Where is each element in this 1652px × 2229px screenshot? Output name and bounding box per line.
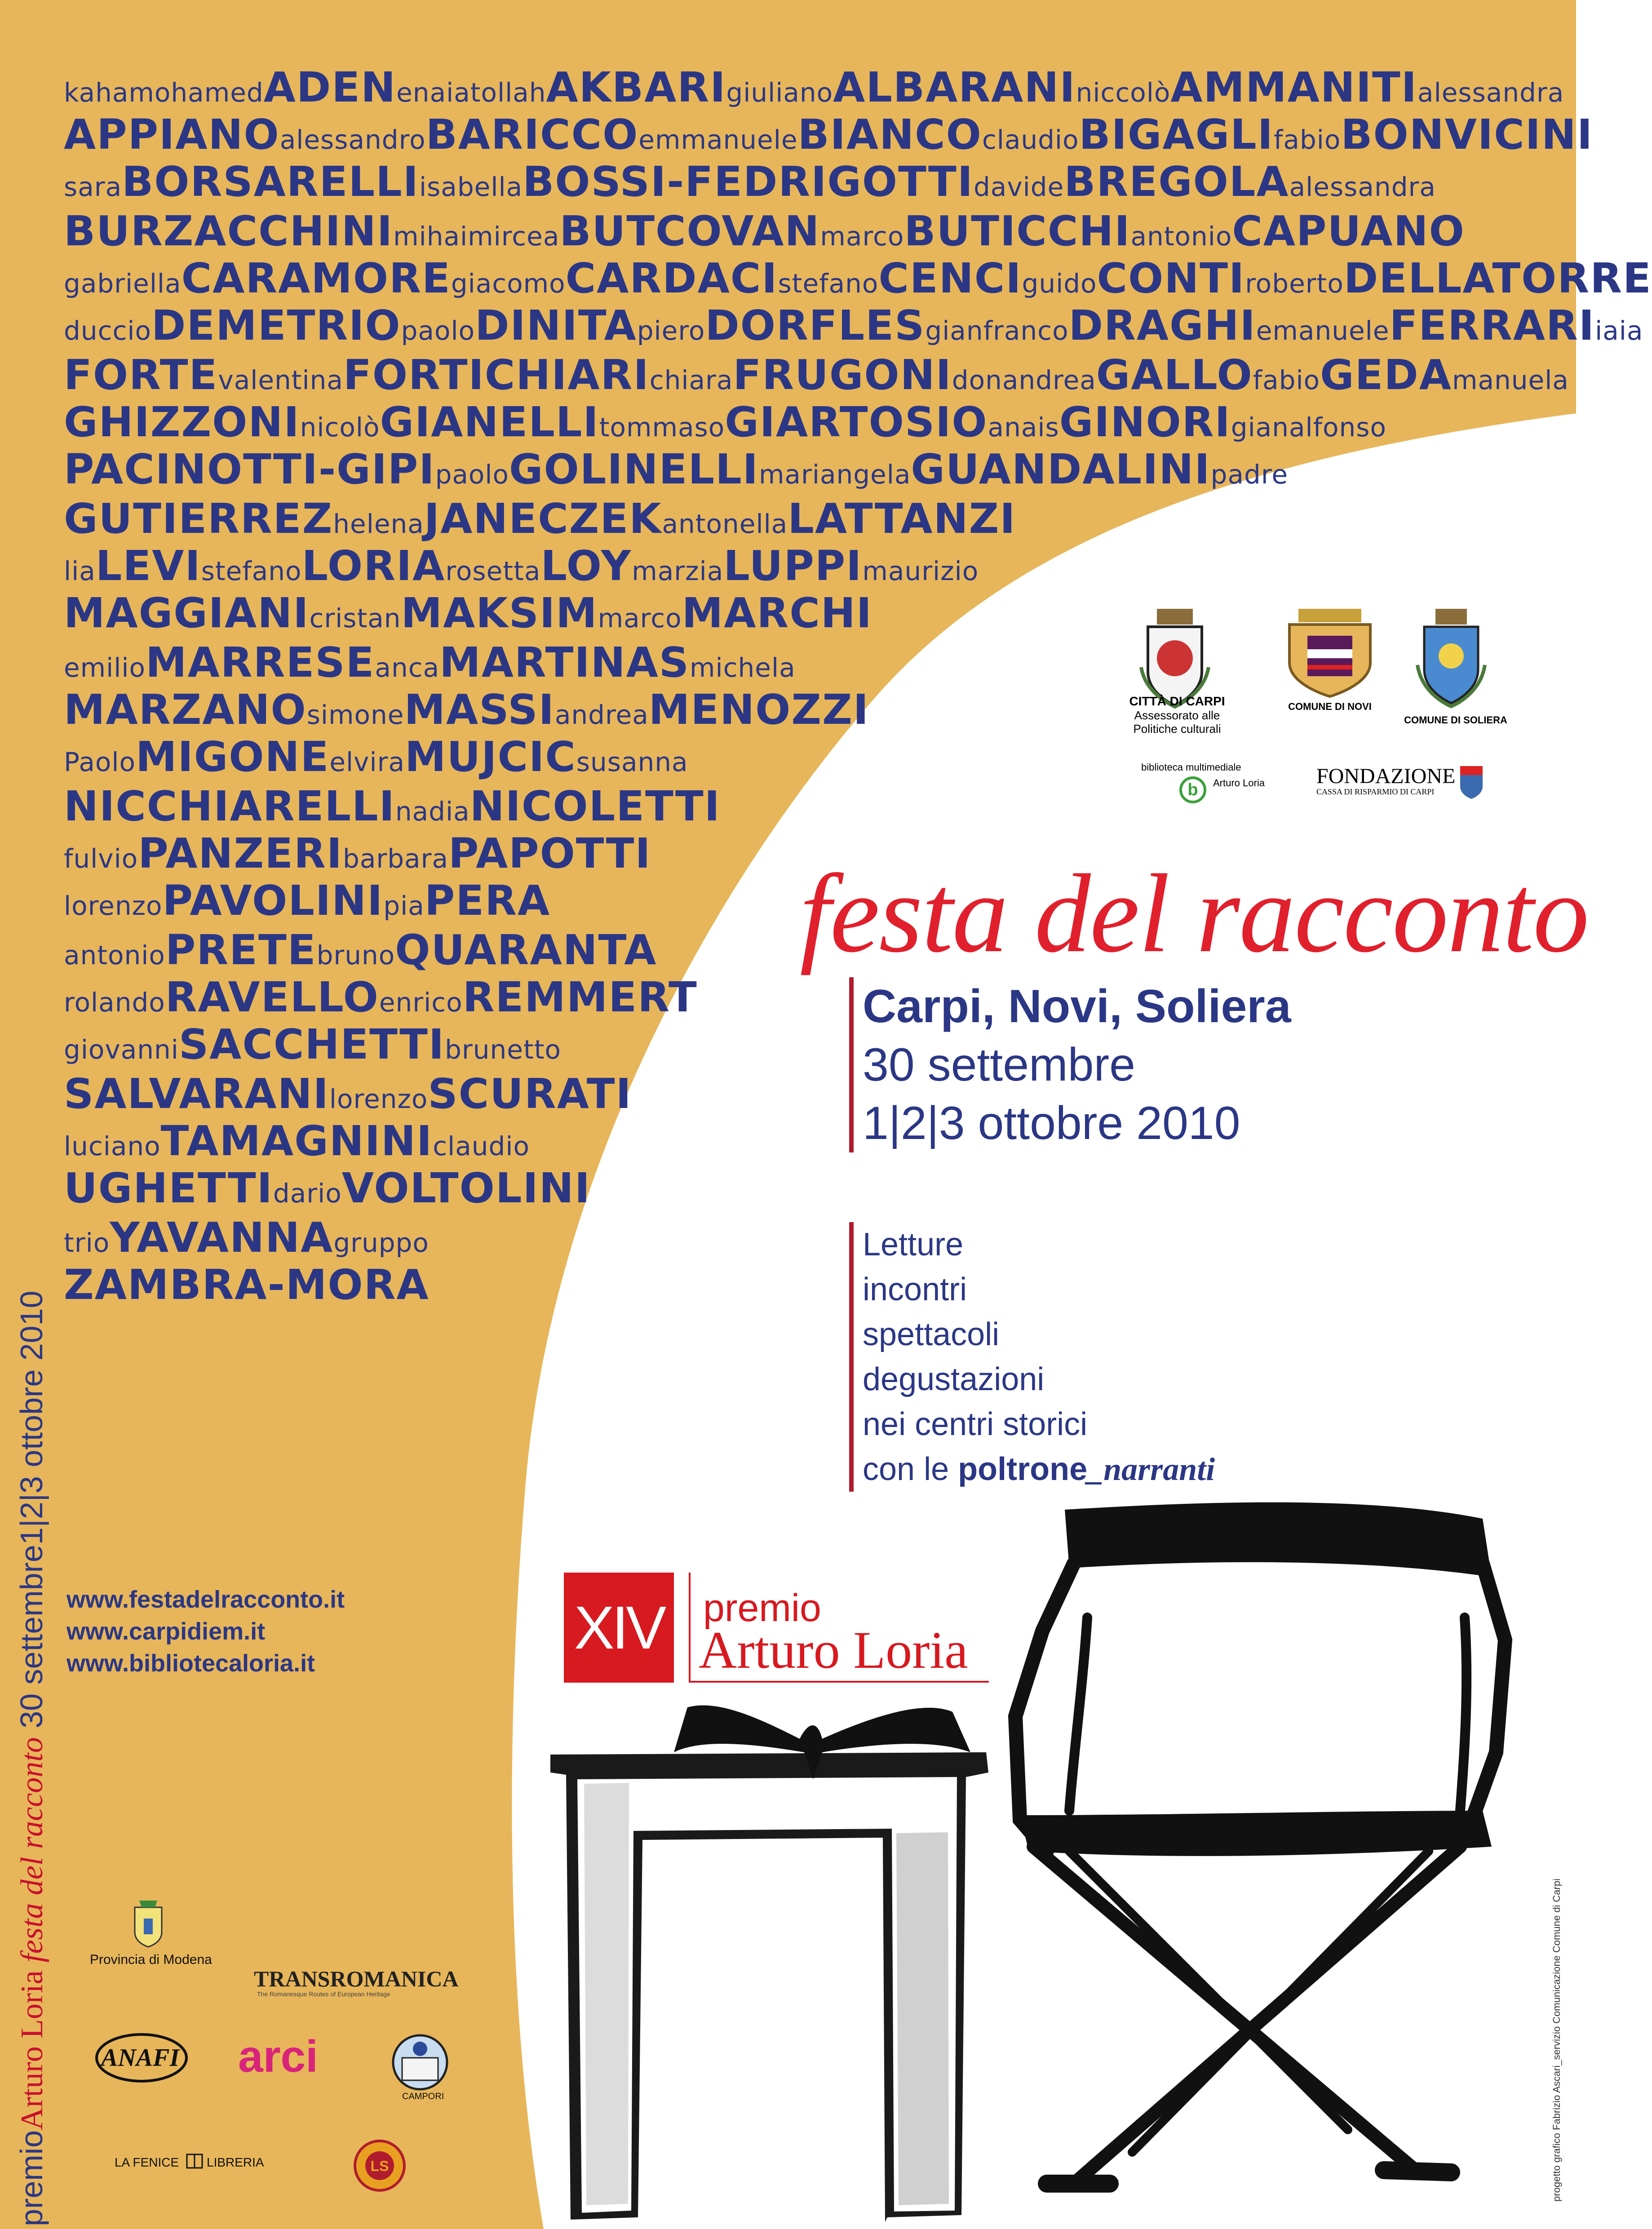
author-surname: DRAGHI (1068, 301, 1256, 350)
novi-crest-icon (1280, 604, 1379, 699)
author-surname: CARDACI (565, 254, 778, 302)
transromanica-label: TRANSROMANICA (254, 1966, 459, 1991)
author-firstname: alessandra (1289, 172, 1436, 202)
vertical-dates: 30 settembre1|2|3 ottobre 2010 (14, 1290, 49, 1737)
names-line (64, 638, 796, 687)
author-firstname: helena (333, 509, 424, 539)
festa-title: festa del racconto (800, 851, 1589, 976)
activity-last (863, 1447, 1215, 1492)
author-surname: GOLINELLI (509, 445, 759, 493)
author-surname: NICOLETTI (469, 782, 721, 830)
names-line (64, 876, 550, 926)
svg-text:LS: LS (370, 2158, 389, 2174)
author-firstname: mariangela (758, 459, 911, 490)
fondazione-crest-icon (1458, 764, 1485, 800)
author-surname: LOY (540, 542, 632, 590)
author-firstname: stefano (201, 556, 302, 586)
campori-label: CAMPORI (402, 2092, 444, 2101)
author-surname: BARICCO (425, 111, 639, 159)
author-surname: MARCHI (682, 589, 873, 637)
premio-arturo-loria: Arturo Loria (699, 1621, 968, 1680)
names-line (64, 829, 651, 878)
names-line (64, 1069, 632, 1119)
names-line (64, 157, 1436, 207)
author-surname: BORSARELLI (122, 158, 419, 206)
biblioteca-label1: biblioteca multimediale (1141, 762, 1241, 773)
biblioteca-label2: Arturo Loria (1213, 777, 1265, 789)
author-firstname: gianfranco (925, 315, 1069, 346)
url-bibliotecaloria[interactable]: www.bibliotecaloria.it (66, 1650, 315, 1677)
campori-logo-icon (389, 2031, 452, 2094)
author-surname: JANECZEK (424, 495, 662, 543)
author-surname: CENCI (878, 254, 1022, 302)
author-surname: AMMANITI (1170, 63, 1418, 111)
author-firstname: susanna (576, 747, 688, 777)
author-firstname: gabriella (64, 268, 182, 299)
narranti-word: _narranti (1087, 1451, 1215, 1487)
author-firstname: pia (383, 891, 425, 921)
places: Carpi, Novi, Soliera (863, 980, 1291, 1033)
author-firstname: piero (637, 315, 705, 346)
vertical-festa: festa del racconto (15, 1737, 49, 1963)
soliera-label: COMUNE DI SOLIERA (1404, 714, 1507, 726)
author-surname: MASSI (404, 686, 555, 734)
anafi-label: ANAFI (101, 2044, 180, 2072)
libreria-label: LIBRERIA (207, 2155, 264, 2169)
author-firstname: emanuele (1256, 315, 1390, 346)
author-firstname: stefano (778, 268, 879, 299)
author-firstname: marzia (632, 556, 724, 586)
author-firstname: Paolo (64, 747, 136, 777)
author-surname: PRETE (165, 926, 317, 974)
carpi-sub1: Assessorato alle (1134, 709, 1220, 722)
author-surname: DINITA (475, 301, 637, 350)
author-firstname: emmanuele (638, 124, 798, 155)
author-surname: MENOZZI (648, 686, 870, 734)
author-firstname: guido (1022, 268, 1097, 299)
author-firstname: giuliano (726, 77, 833, 108)
author-firstname: lorenzo (329, 1084, 428, 1114)
author-surname: BIANCO (797, 111, 982, 159)
author-firstname: giovanni (64, 1034, 179, 1065)
author-firstname: niccolò (1076, 77, 1171, 108)
names-line (64, 254, 1652, 303)
author-surname: ADEN (263, 63, 397, 111)
soliera-crest-icon (1411, 607, 1492, 710)
author-surname: MARZANO (64, 686, 307, 734)
author-firstname: manuela (1452, 365, 1569, 395)
author-surname: GHIZZONI (64, 398, 300, 446)
author-firstname: rosetta (445, 556, 541, 586)
info-block (849, 977, 1291, 1152)
book-icon (186, 2152, 204, 2170)
names-line (64, 973, 698, 1022)
author-firstname: cristan (309, 603, 401, 634)
author-firstname: anca (375, 652, 440, 683)
names-line (64, 1020, 561, 1069)
author-surname: FERRARI (1389, 301, 1595, 350)
provincia-crest-icon (130, 1898, 166, 1948)
author-surname: SCURATI (428, 1070, 632, 1118)
poltrone-word: poltrone (958, 1451, 1088, 1487)
website-links (66, 1584, 345, 1680)
author-surname: DORFLES (705, 301, 926, 350)
author-surname: APPIANO (64, 111, 280, 159)
fenice-label: LA FENICE (115, 2155, 179, 2169)
author-firstname: nicolò (300, 412, 380, 443)
author-surname: TAMAGNINI (160, 1117, 433, 1165)
activity-item: spettacoli (863, 1316, 1000, 1352)
author-firstname: lorenzo (64, 891, 163, 921)
author-firstname: gruppo (333, 1228, 429, 1258)
author-firstname: paolo (401, 315, 475, 346)
names-line (64, 782, 721, 831)
author-firstname: marco (598, 603, 682, 634)
author-surname: SALVARANI (64, 1070, 329, 1118)
premio-number: XIV (564, 1573, 674, 1683)
author-surname: GIARTOSIO (725, 398, 988, 446)
author-firstname: brunetto (445, 1034, 561, 1065)
author-firstname: alessandro (279, 124, 426, 155)
author-surname: RAVELLO (165, 973, 379, 1021)
author-firstname: dario (273, 1178, 342, 1209)
author-surname: AKBARI (546, 63, 726, 111)
author-surname: BOSSI-FEDRIGOTTI (523, 158, 974, 206)
author-firstname: antonella (662, 509, 788, 539)
ls-logo-icon (353, 2139, 407, 2193)
premio-word: premio (703, 1586, 821, 1630)
activity-item: Letture (863, 1227, 964, 1263)
author-surname: GEDA (1320, 351, 1452, 399)
names-line (64, 1213, 429, 1263)
author-firstname: chiara (649, 365, 733, 395)
author-surname: BREGOLA (1064, 158, 1289, 206)
author-firstname: antonio (1130, 221, 1232, 252)
author-surname: MARTINAS (439, 638, 690, 687)
url-carpidiem[interactable]: www.carpidiem.it (66, 1618, 266, 1645)
vertical-premio: premio (14, 2130, 49, 2226)
author-firstname: fulvio (64, 843, 138, 874)
carpi-crest-icon (1137, 604, 1213, 708)
author-surname: GUTIERREZ (64, 495, 333, 543)
names-line (64, 926, 657, 975)
author-surname: SACCHETTI (178, 1020, 445, 1068)
author-firstname: barbara (343, 843, 448, 874)
author-surname: PERA (424, 877, 551, 925)
author-firstname: claudio (433, 1131, 530, 1161)
author-surname: LEVI (95, 542, 201, 590)
author-firstname: donandrea (952, 365, 1096, 395)
activity-item: degustazioni (863, 1361, 1045, 1397)
provincia-label: Provincia di Modena (90, 1952, 212, 1967)
names-line (64, 398, 1386, 447)
author-surname: PACINOTTI-GIPI (64, 445, 435, 493)
names-line (64, 63, 1564, 112)
author-firstname: enrico (379, 987, 463, 1018)
author-surname: YAVANNA (110, 1214, 334, 1262)
url-festadelracconto[interactable]: www.festadelracconto.it (66, 1586, 345, 1613)
design-credit: progetto grafico Fabrizio Ascari_servizio Comunicazione Comune di Carpi (1551, 1879, 1562, 2202)
author-surname: BUTICCHI (904, 207, 1131, 255)
author-surname: GINORI (1059, 398, 1231, 446)
author-surname: FRUGONI (733, 351, 952, 399)
author-firstname: maurizio (862, 556, 979, 586)
author-firstname: nadia (395, 796, 470, 827)
author-firstname: paolo (435, 459, 509, 490)
author-surname: BIGAGLI (1079, 111, 1274, 159)
author-surname: FORTICHIARI (343, 351, 650, 399)
author-surname: REMMERT (462, 973, 698, 1021)
vertical-arturo-loria: Arturo Loria (15, 1962, 49, 2131)
author-surname: MARRESE (146, 638, 375, 687)
author-surname: MAKSIM (401, 589, 598, 637)
fondazione-label: FONDAZIONE (1316, 764, 1456, 788)
author-surname: UGHETTI (64, 1164, 273, 1212)
carpi-label: CITTÀ DI CARPI (1129, 694, 1225, 708)
author-surname: DEMETRIO (151, 301, 401, 350)
author-surname: MIGONE (136, 733, 330, 781)
author-surname: ZAMBRA-MORA (64, 1261, 430, 1309)
author-firstname: trio (64, 1228, 110, 1258)
author-firstname: anais (988, 412, 1059, 443)
author-surname: PANZERI (138, 829, 343, 877)
author-firstname: tommaso (599, 412, 725, 443)
names-line (64, 445, 1288, 494)
author-surname: VOLTOLINI (341, 1164, 591, 1212)
activity-item: incontri (863, 1272, 967, 1307)
author-firstname: emilio (64, 652, 146, 683)
date-line2: 1|2|3 ottobre 2010 (863, 1097, 1240, 1149)
names-line (64, 301, 1643, 350)
author-surname: MAGGIANI (64, 589, 310, 637)
author-surname: LORIA (301, 542, 446, 590)
author-firstname: luciano (64, 1131, 161, 1161)
names-line (64, 732, 688, 782)
author-surname: ALBARANI (833, 63, 1076, 111)
names-line (64, 207, 1465, 256)
names-line (64, 350, 1569, 400)
author-surname: PAVOLINI (162, 877, 384, 925)
author-firstname: andrea (554, 700, 649, 730)
author-firstname: isabella (419, 172, 523, 202)
author-firstname: claudio (982, 124, 1079, 155)
names-line (64, 494, 1016, 544)
author-firstname: lia (64, 556, 96, 586)
fondazione-sub: CASSA DI RISPARMIO DI CARPI (1316, 787, 1435, 796)
author-firstname: padre (1210, 459, 1289, 490)
biblioteca-b-icon (1177, 773, 1209, 804)
author-firstname: roberto (1245, 268, 1344, 299)
arci-label: arci (238, 2031, 318, 2082)
names-line (64, 1117, 530, 1166)
author-surname: GUANDALINI (911, 445, 1211, 493)
activity-prefix: con le (863, 1451, 958, 1487)
names-line (64, 1260, 430, 1310)
carpi-sub2: Politiche culturali (1133, 722, 1221, 736)
author-surname: LATTANZI (788, 495, 1016, 543)
author-firstname: kahamohamed (64, 77, 264, 108)
author-surname: CARAMORE (181, 254, 451, 302)
names-line (64, 1164, 591, 1213)
author-surname: BURZACCHINI (64, 207, 394, 255)
author-surname: CONTI (1097, 254, 1245, 302)
author-firstname: elvira (329, 747, 405, 777)
author-firstname: fabio (1253, 365, 1320, 395)
author-firstname: mihaimircea (393, 221, 560, 252)
author-firstname: valentina (218, 365, 343, 395)
names-line (64, 541, 979, 591)
author-firstname: enaiatollah (396, 77, 546, 108)
author-surname: QUARANTA (395, 926, 657, 974)
transromanica-sub: The Romanesque Routes of European Heritage (257, 1990, 390, 1998)
author-surname: NICCHIARELLI (64, 782, 395, 830)
author-firstname: gianalfonso (1231, 412, 1387, 443)
author-surname: DELLATORRE (1343, 254, 1652, 302)
author-surname: LUPPI (723, 542, 863, 590)
author-firstname: antonio (64, 940, 165, 970)
date-line1: 30 settembre (863, 1039, 1135, 1091)
vertical-event-title (13, 1291, 50, 2226)
activity-item: nei centri storici (863, 1406, 1088, 1442)
author-surname: CAPUANO (1232, 207, 1465, 255)
author-firstname: alessandra (1417, 77, 1564, 108)
author-surname: GIANELLI (380, 398, 599, 446)
author-firstname: simone (306, 700, 404, 730)
author-firstname: rolando (64, 987, 165, 1018)
author-firstname: sara (64, 172, 122, 202)
author-firstname: iaia (1595, 315, 1643, 346)
names-line (64, 110, 1593, 160)
names-line (64, 685, 869, 735)
author-surname: GALLO (1096, 351, 1253, 399)
author-surname: BUTCOVAN (559, 207, 820, 255)
author-firstname: bruno (316, 940, 395, 970)
author-firstname: duccio (64, 315, 151, 346)
author-firstname: giacomo (451, 268, 566, 299)
author-surname: MUJCIC (404, 733, 576, 781)
author-firstname: davide (973, 172, 1064, 202)
author-surname: BONVICINI (1341, 111, 1594, 159)
svg-text:b: b (1187, 780, 1198, 799)
author-surname: FORTE (64, 351, 218, 399)
author-firstname: marco (820, 221, 904, 252)
novi-label: COMUNE DI NOVI (1288, 701, 1372, 712)
names-line (64, 589, 873, 638)
author-firstname: michela (690, 652, 796, 683)
activities-list (849, 1222, 1215, 1492)
author-surname: PAPOTTI (448, 829, 651, 877)
author-firstname: fabio (1273, 124, 1341, 155)
